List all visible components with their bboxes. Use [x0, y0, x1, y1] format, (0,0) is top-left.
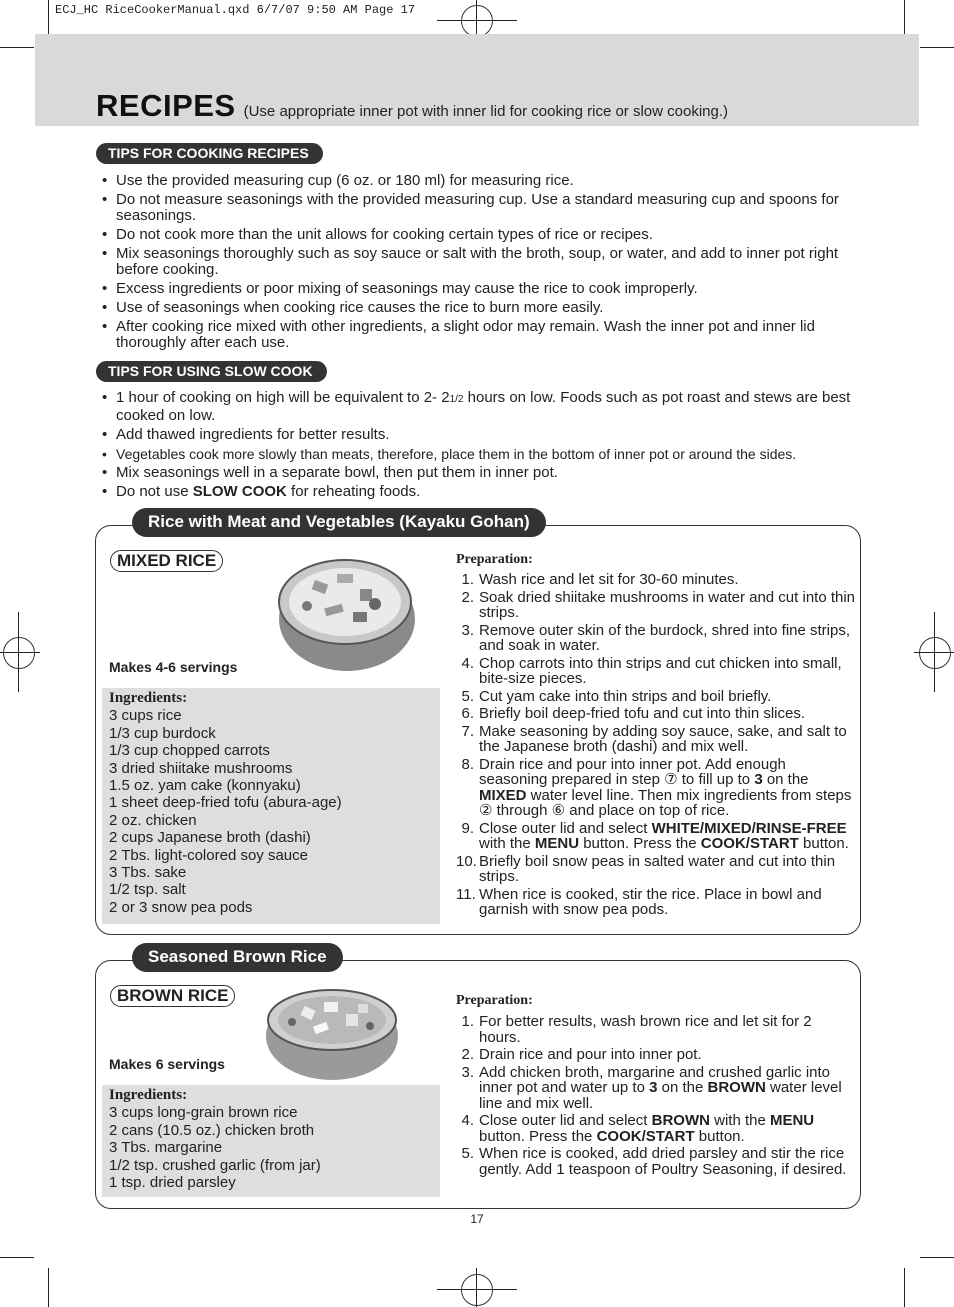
- title-subtitle: (Use appropriate inner pot with inner lid for cooking rice or slow cooking.): [243, 103, 729, 120]
- crop-mark: [476, 1268, 477, 1307]
- ingredients-panel: [102, 1085, 440, 1197]
- step-text: on the: [762, 771, 809, 788]
- tip-text: hours on low. Foods such as pot roast and stews are best cooked on low.: [116, 389, 851, 424]
- ingredient: [337, 574, 353, 583]
- ingredient-item: 1.5 oz. yam cake (konnyaku): [109, 777, 301, 795]
- registration-mark-icon: [461, 5, 493, 37]
- ingredient: [324, 1002, 338, 1012]
- step-text: button. Press the: [479, 1127, 597, 1145]
- list-item: 4. Close outer lid and select BROWN with the MENU button. Press the COOK/START button.: [461, 1112, 815, 1145]
- step-bold: MIXED: [479, 786, 527, 804]
- list-item: • Do not cook more than the unit allows for cooking certain types of rice or recipes.: [96, 227, 866, 243]
- step-text: Soak dried shiitake mushrooms in water and cut into thin strips.: [479, 588, 856, 621]
- preparation-steps: [456, 1014, 856, 1179]
- ingredient: [366, 1022, 374, 1030]
- crop-mark: [0, 652, 40, 653]
- title-text: RECIPES: [96, 88, 236, 123]
- step-text: Drain rice and pour into inner pot.: [479, 1046, 702, 1063]
- ingredient-item: 1 sheet deep-fried tofu (abura-age): [109, 794, 342, 812]
- tip-text: 1 hour of cooking on high will be equivalent to 2- 2: [116, 389, 450, 406]
- print-slug: ECJ_HC RiceCookerManual.qxd 6/7/07 9:50 AM Page 17: [55, 3, 416, 17]
- step-text: with the: [709, 1112, 770, 1129]
- rice-type-tag: MIXED RICE: [110, 550, 223, 572]
- ingredients-heading: Ingredients:: [109, 1087, 188, 1103]
- ingredient-item: 2 or 3 snow pea pods: [109, 898, 253, 916]
- step-text: For better results, wash brown rice and let sit for 2 hours.: [479, 1013, 812, 1046]
- step-bold: WHITE/MIXED/RINSE-FREE: [651, 819, 847, 837]
- crop-mark: [48, 1268, 49, 1307]
- slow-cook-tips-label: TIPS FOR USING SLOW COOK: [96, 361, 327, 382]
- step-text: on the: [657, 1079, 708, 1096]
- list-item: • Mix seasonings well in a separate bowl, then put them in inner pot.: [96, 465, 866, 481]
- step-text: Wash rice and let sit for 30-60 minutes.: [479, 571, 739, 588]
- ingredient: [353, 612, 367, 622]
- tip-text: Do not use: [116, 483, 193, 500]
- list-item: 11. When rice is cooked, stir the rice. Place in bowl and garnish with snow pea pods.: [456, 885, 822, 918]
- list-item: • Use the provided measuring cup (6 oz. or 180 ml) for measuring rice.: [96, 173, 866, 189]
- ingredient-item: 2 oz. chicken: [109, 811, 197, 829]
- fraction: 1/2: [449, 394, 464, 405]
- list-item: 2. Soak dried shiitake mushrooms in water and cut into thin strips.: [461, 588, 856, 621]
- step-bold: BROWN: [651, 1112, 710, 1129]
- tip-bold: SLOW COOK: [192, 483, 287, 500]
- list-item: 9. Close outer lid and select WHITE/MIXED/RINSE-FREE with the MENU button. Press the COOK/START button.: [461, 819, 849, 852]
- ingredient: [360, 589, 372, 601]
- crop-mark: [48, 0, 49, 34]
- ingredient: [346, 1014, 358, 1026]
- step-text: button.: [694, 1127, 745, 1145]
- step-bold: 3: [754, 771, 763, 788]
- step-text: water level line. Then mix ingredients from steps: [526, 786, 852, 804]
- crop-mark: [0, 47, 34, 48]
- list-item: 1. For better results, wash brown rice and let sit for 2 hours.: [461, 1013, 812, 1046]
- step-text: with the: [479, 835, 535, 852]
- registration-mark-icon: [461, 1274, 493, 1306]
- step-bold: COOK/START: [700, 835, 799, 852]
- crop-mark: [437, 1289, 517, 1290]
- crop-mark: [476, 0, 477, 34]
- step-text: Make seasoning by adding soy sauce, sake, and salt to the Japanese broth (dashi) and mix well.: [479, 722, 847, 755]
- crop-mark: [0, 1257, 34, 1258]
- list-item: [96, 484, 866, 500]
- step-text: When rice is cooked, add dried parsley and stir the rice gently. Add 1 teaspoon of Poultry Seasoning, if desired.: [479, 1145, 847, 1178]
- ingredient-item: 3 cups long-grain brown rice: [109, 1104, 298, 1122]
- list-item: 4. Chop carrots into thin strips and cut chicken into small, bite-size pieces.: [461, 654, 842, 687]
- list-item: 5. Cut yam cake into thin strips and boil briefly.: [461, 687, 772, 705]
- brown-rice-photo: [262, 978, 402, 1083]
- registration-mark-icon: [3, 637, 35, 669]
- ingredient-item: 3 dried shiitake mushrooms: [109, 759, 293, 777]
- crop-mark: [934, 612, 935, 692]
- ingredient-item: 1/3 cup chopped carrots: [109, 742, 270, 760]
- list-item: • After cooking rice mixed with other ingredients, a slight odor may remain. Wash the inner pot and inner lid thoroughly after each use.: [96, 319, 866, 351]
- crop-mark: [904, 1268, 905, 1307]
- servings: Makes 6 servings: [109, 1056, 225, 1072]
- crop-mark: [904, 0, 905, 34]
- step-text: Remove outer skin of the burdock, shred into fine strips, and soak in water.: [479, 621, 851, 654]
- preparation-heading: Preparation:: [456, 993, 533, 1008]
- step-text: button. Press the: [579, 835, 701, 852]
- step-text: Briefly boil snow peas in salted water and cut into thin strips.: [479, 852, 836, 885]
- registration-mark-icon: [919, 637, 951, 669]
- ingredient-item: 3 cups rice: [109, 707, 182, 725]
- ingredient: [302, 601, 312, 611]
- step-text: Close outer lid and select: [479, 819, 652, 837]
- list-item: 2. Drain rice and pour into inner pot.: [461, 1046, 702, 1063]
- ingredient-item: 1/3 cup burdock: [109, 724, 216, 742]
- recipe-title-banner: Seasoned Brown Rice: [132, 943, 343, 972]
- list-item: [96, 390, 866, 424]
- crop-mark: [920, 1257, 954, 1258]
- recipe-title-banner: Rice with Meat and Vegetables (Kayaku Gohan): [132, 508, 546, 537]
- ingredient-item: 2 cups Japanese broth (dashi): [109, 829, 311, 847]
- tip-text: for reheating foods.: [286, 483, 421, 500]
- list-item: • Mix seasonings thoroughly such as soy sauce or salt with the broth, soup, or water, and add to inner pot right before cooking.: [96, 246, 866, 278]
- preparation-steps: [456, 572, 858, 920]
- ingredient-item: 1/2 tsp. crushed garlic (from jar): [109, 1156, 321, 1174]
- list-item: 10. Briefly boil snow peas in salted water and cut into thin strips.: [456, 852, 836, 885]
- step-ref: ②: [479, 802, 493, 819]
- list-item: • Use of seasonings when cooking rice causes the rice to burn more easily.: [96, 300, 866, 316]
- crop-mark: [437, 20, 517, 21]
- list-item: • Vegetables cook more slowly than meats, therefore, place them in the bottom of inner pot or around the sides.: [96, 446, 866, 462]
- step-text: water level line and mix well.: [479, 1079, 842, 1112]
- ingredient-item: 3 Tbs. sake: [109, 864, 187, 882]
- servings: Makes 4-6 servings: [109, 659, 238, 675]
- ingredient: [288, 1018, 296, 1026]
- step-text: Cut yam cake into thin strips and boil briefly.: [479, 687, 772, 705]
- mixed-rice-photo: [265, 544, 425, 679]
- ingredients-panel: [102, 688, 440, 924]
- step-text: Chop carrots into thin strips and cut chicken into small, bite-size pieces.: [479, 654, 842, 687]
- slow-cook-tips-list: [96, 390, 866, 503]
- step-bold: MENU: [769, 1112, 815, 1129]
- list-item: • Do not measure seasonings with the provided measuring cup. Use a standard measuring cup and spoons for seasonings.: [96, 192, 866, 224]
- crop-mark: [18, 612, 19, 692]
- preparation-heading: Preparation:: [456, 552, 533, 567]
- ingredient-item: 1/2 tsp. salt: [109, 881, 186, 899]
- ingredient: [369, 598, 381, 610]
- page-number: 17: [470, 1212, 484, 1226]
- list-item: • Add thawed ingredients for better results.: [96, 427, 866, 443]
- step-text: button.: [798, 835, 849, 852]
- list-item: 1. Wash rice and let sit for 30-60 minutes.: [461, 571, 739, 588]
- page-title: [96, 88, 728, 124]
- ingredient-item: 1 tsp. dried parsley: [109, 1174, 236, 1192]
- list-item: • Excess ingredients or poor mixing of seasonings may cause the rice to cook improperly.: [96, 281, 866, 297]
- step-text: Add chicken broth, margarine and crushed garlic into inner pot and water up to: [479, 1063, 831, 1096]
- cooking-tips-label: TIPS FOR COOKING RECIPES: [96, 143, 323, 164]
- list-item: 3. Add chicken broth, margarine and crushed garlic into inner pot and water up to 3 on the BROWN water level line and mix well.: [461, 1063, 842, 1112]
- step-text: to fill up to: [677, 771, 755, 788]
- step-text: through: [492, 802, 552, 819]
- list-item: 3. Remove outer skin of the burdock, shred into fine strips, and soak in water.: [461, 621, 851, 654]
- step-bold: BROWN: [707, 1079, 766, 1096]
- ingredient: [358, 1004, 368, 1013]
- list-item: 6. Briefly boil deep-fried tofu and cut into thin slices.: [461, 705, 806, 722]
- list-item: 7. Make seasoning by adding soy sauce, sake, and salt to the Japanese broth (dashi) and mix well.: [461, 722, 847, 755]
- ingredient-item: 3 Tbs. margarine: [109, 1139, 223, 1157]
- step-ref: ⑦: [664, 771, 678, 788]
- ingredients-heading: Ingredients:: [109, 690, 188, 706]
- step-bold: 3: [649, 1079, 658, 1096]
- step-bold: COOK/START: [596, 1127, 695, 1145]
- ingredient-item: 2 Tbs. light-colored soy sauce: [109, 846, 308, 864]
- list-item: 5. When rice is cooked, add dried parsley and stir the rice gently. Add 1 teaspoon of Poultry Seasoning, if desired.: [461, 1145, 847, 1178]
- step-text: and place on top of rice.: [565, 802, 730, 819]
- crop-mark: [920, 47, 954, 48]
- list-item: 8. Drain rice and pour into inner pot. Add enough seasoning prepared in step ⑦ to fill up to 3 on the MIXED water level line. Then mix ingredients from steps ② through ⑥ and place on top of rice.: [461, 755, 852, 819]
- rice-type-tag: BROWN RICE: [110, 985, 235, 1007]
- step-text: Briefly boil deep-fried tofu and cut into thin slices.: [479, 705, 806, 722]
- step-text: Close outer lid and select: [479, 1112, 652, 1129]
- step-ref: ⑥: [551, 802, 566, 819]
- step-text: Drain rice and pour into inner pot. Add enough seasoning prepared in step: [479, 755, 786, 788]
- step-text: When rice is cooked, stir the rice. Place in bowl and garnish with snow pea pods.: [479, 885, 822, 918]
- cooking-tips-list: [96, 173, 866, 354]
- step-bold: MENU: [534, 835, 580, 852]
- ingredient-item: 2 cans (10.5 oz.) chicken broth: [109, 1121, 315, 1139]
